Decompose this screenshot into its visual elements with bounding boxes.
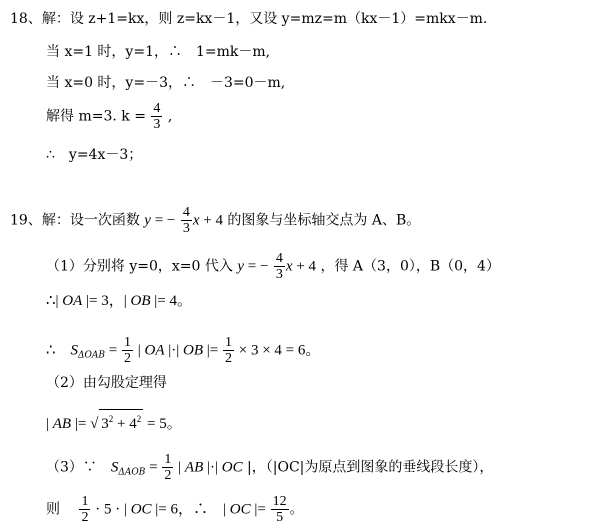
q19-final-abs-close: |= <box>250 501 270 518</box>
q19-var-x: x <box>192 212 200 229</box>
q19-part1-denominator: 3 <box>275 267 283 282</box>
q19-part3-half-denominator: 2 <box>164 468 172 483</box>
q19-half-denominator-1: 2 <box>124 351 132 366</box>
q19-part3-abs-open: | <box>174 459 185 476</box>
q18-fraction-numerator: 4 <box>153 101 161 116</box>
q19-final-period: 。 <box>289 501 304 518</box>
q19-final-oc: OC <box>130 501 152 518</box>
q19-line-5: （2）由勾股定理得 <box>46 375 167 391</box>
q19-area-subscript: ΔOAB <box>78 350 106 361</box>
q19-sqrt-sign: √ <box>90 416 99 432</box>
q19-area-symbol: S <box>70 342 79 359</box>
q19-part3-oc: OC <box>221 459 243 476</box>
q19-line-7 <box>46 452 493 483</box>
q19-sqrt-radicand <box>99 409 143 433</box>
q18-fraction <box>151 101 162 132</box>
q19-area-ob: OB <box>183 342 204 359</box>
q19-exp-1: 2 <box>108 414 114 424</box>
q19-half-numerator-1: 1 <box>124 335 132 350</box>
q19-final-half <box>79 494 90 525</box>
q19-part3-half <box>162 452 173 483</box>
q18-fraction-denominator: 3 <box>153 117 161 132</box>
q19-area-oa: OA <box>144 342 165 359</box>
q19-slope-fraction <box>181 205 192 236</box>
q19-part1-var-x: x <box>285 258 293 275</box>
q19-eq-minus: = − <box>150 212 176 229</box>
q19-then: 则 <box>46 501 74 518</box>
q19-line-6 <box>46 409 182 433</box>
q19-part3-area-symbol: S <box>110 459 119 476</box>
q19-plus-four: + 4 <box>199 212 223 229</box>
q18-line-5: ∴ y=4x－3； <box>46 147 143 163</box>
q19-slope-denominator: 3 <box>182 221 190 236</box>
q19-radicand-4: + 4 <box>113 416 137 432</box>
q18-line-4-end: , <box>167 108 173 125</box>
q19-area-result: × 3 × 4 = 6。 <box>235 342 321 359</box>
q19-ab-open: | <box>46 416 53 432</box>
q19-part1-plus: + 4 <box>292 258 317 275</box>
q19-ab-result: = 5。 <box>143 416 182 432</box>
q19-part3-eq: = <box>145 459 162 476</box>
q19-part3-area-subscript: ΔAOB <box>118 467 146 478</box>
q19-ab-eq: |= <box>71 416 91 432</box>
q19-half-numerator-2: 1 <box>225 335 233 350</box>
q19-ob-value: |= 4。 <box>150 293 192 309</box>
q19-part1-var-y: y <box>237 258 245 275</box>
q19-final-times: · 5 · | <box>91 501 131 518</box>
q19-part3-dot: |·| <box>203 459 222 476</box>
q19-part1-numerator: 4 <box>275 251 283 266</box>
q19-oa-value: |= 3，| <box>82 293 131 309</box>
q19-part3-half-numerator: 1 <box>164 452 172 467</box>
q19-part3-note: |，（|OC|为原点到图象的垂线段长度）， <box>242 459 494 476</box>
q19-intro-end: 的图象与坐标轴交点为 A、B。 <box>227 212 421 229</box>
q19-half-fraction-1 <box>122 335 133 366</box>
q18-line-4 <box>46 101 172 132</box>
q19-therefore-1: ∴| <box>46 293 63 309</box>
q19-var-y: y <box>144 212 151 229</box>
q19-part1-result: ，得 A（3，0），B（0，4） <box>320 258 500 275</box>
q19-exp-2: 2 <box>136 414 142 424</box>
q19-final-oc-2: OC <box>229 501 251 518</box>
q19-part3-ab: AB <box>184 459 204 476</box>
q19-line-2 <box>46 251 500 282</box>
q18-solve-text: 解得 m=3. k = <box>46 108 146 125</box>
q19-line-3 <box>46 292 192 310</box>
q19-final-result-fraction <box>271 494 289 525</box>
q19-intro: 19、解：设一次函数 <box>10 212 140 229</box>
q19-line-8 <box>46 494 304 525</box>
q19-ob: OB <box>130 293 151 309</box>
q18-line-1: 18、解：设 z+1=kx，则 z=kx－1，又设 y=mz=m（kx－1）=mkx－m. <box>10 11 488 27</box>
q19-area-dot: |·| <box>164 342 184 359</box>
q19-oa: OA <box>62 293 83 309</box>
q19-final-half-denominator: 2 <box>81 510 89 525</box>
q19-area-abs-close: |= <box>203 342 223 359</box>
q18-line-3: 当 x=0 时，y=－3，∴ －3=0－m, <box>46 75 286 91</box>
q19-therefore-2: ∴ <box>46 342 71 359</box>
q19-part3-since: （3）∵ <box>46 459 111 476</box>
q19-area-abs-open: | <box>134 342 145 359</box>
q19-part1-intro: （1）分别将 y=0，x=0 代入 <box>46 258 233 275</box>
q19-final-eq: |= 6，∴ | <box>151 501 230 518</box>
q19-slope-numerator: 4 <box>182 205 190 220</box>
q19-line-4 <box>46 335 320 366</box>
q18-line-2: 当 x=1 时，y=1，∴ 1=mk－m, <box>46 44 271 60</box>
q19-part1-fraction <box>274 251 285 282</box>
q19-line-1 <box>10 205 420 236</box>
q19-final-half-numerator: 1 <box>81 494 89 509</box>
q19-part1-eq: = − <box>244 258 269 275</box>
q19-radicand-3: 3 <box>101 416 109 432</box>
q19-area-eq: = <box>105 342 122 359</box>
q19-final-result-denominator: 5 <box>276 510 284 525</box>
q19-half-denominator-2: 2 <box>225 351 233 366</box>
q19-half-fraction-2 <box>223 335 234 366</box>
q19-ab: AB <box>52 416 72 432</box>
q19-final-result-numerator: 12 <box>272 494 287 509</box>
